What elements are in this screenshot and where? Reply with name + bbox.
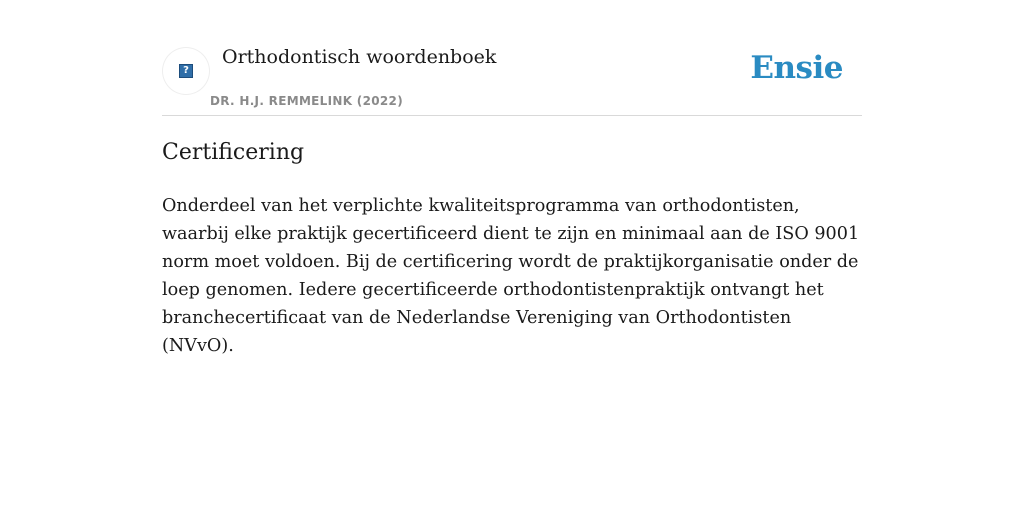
ensie-logo[interactable]: Ensie <box>750 50 843 86</box>
book-cover[interactable] <box>162 47 210 95</box>
entry-definition: Onderdeel van het verplichte kwaliteitsprogramma van orthodontisten, waarbij elke praktijk gecertificeerd dient te zijn en minimaal aan de ISO 9001 norm moet voldoen. Bij de certificering wordt de praktijkorganisatie onder de loep genomen. Iedere gecertificeerde orthodontistenpraktijk ontvangt het branchecertificaat van de Nederlandse Vereniging van Orthodontisten (NVvO). <box>162 196 860 356</box>
book-author: DR. H.J. REMMELINK (2022) <box>210 94 403 108</box>
question-book-icon: ? <box>179 64 193 78</box>
book-title[interactable]: Orthodontisch woordenboek <box>222 46 497 68</box>
book-header <box>162 40 862 116</box>
entry-title: Certificering <box>162 140 305 165</box>
